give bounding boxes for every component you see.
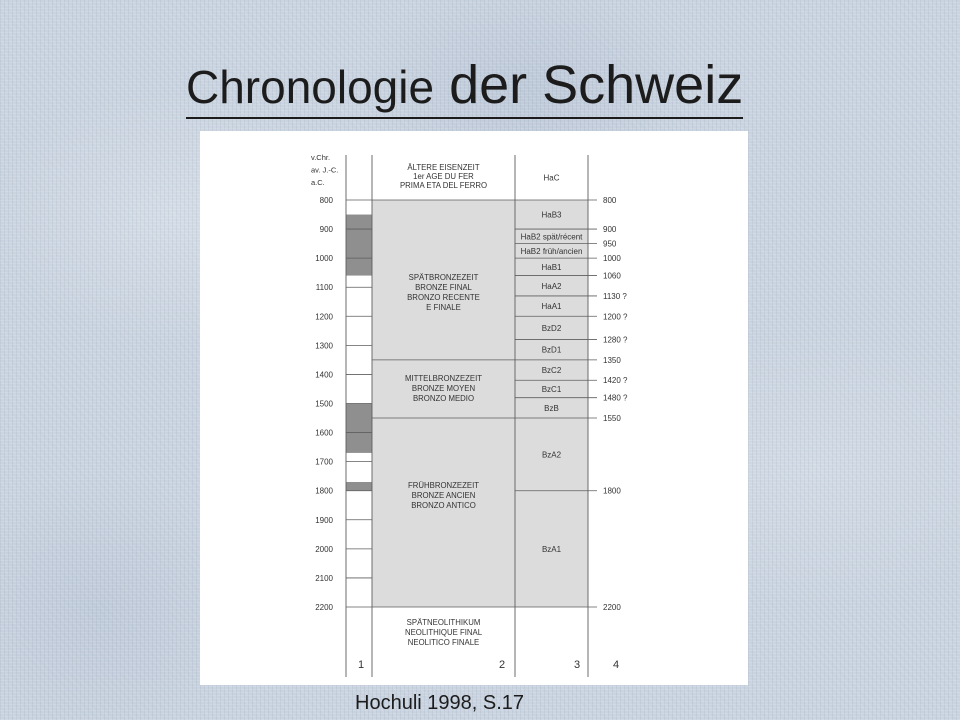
date-label: 1350 — [603, 355, 621, 365]
period-label-line: BRONZO RECENTE — [407, 293, 480, 302]
date-label: 1550 — [603, 414, 621, 424]
date-label: 1200 ? — [603, 312, 628, 322]
period-label-line: BRONZE FINAL — [415, 283, 472, 292]
date-label: 1130 ? — [603, 291, 627, 301]
period-label-line: E FINALE — [426, 303, 461, 312]
period-label-line: SPÄTNEOLITHIKUM — [406, 618, 481, 627]
scale-tick-label: 800 — [319, 196, 333, 205]
scale-tick-label: 1500 — [315, 399, 333, 409]
phase-label: BzD2 — [541, 323, 562, 333]
date-label: 1800 — [603, 486, 621, 496]
period-label-line: 1er AGE DU FER — [413, 172, 474, 181]
phase-label: BzD1 — [541, 345, 562, 355]
column1-block — [346, 404, 372, 453]
scale-tick-label: 1800 — [315, 486, 333, 496]
scale-tick-label: 1300 — [315, 341, 333, 351]
date-label: 1420 ? — [603, 376, 628, 386]
scale-tick-label: 1000 — [315, 254, 333, 264]
phase-label: HaA2 — [541, 281, 562, 291]
period-label-line: BRONZE MOYEN — [411, 384, 476, 393]
phase-label: HaC — [543, 173, 560, 183]
scale-header-line: av. J.-C. — [311, 165, 339, 175]
date-label: 950 — [603, 239, 617, 249]
period-label-line: PRIMA ETA DEL FERRO — [399, 181, 488, 190]
scale-tick-label: 1600 — [315, 428, 333, 438]
column-number: 2 — [498, 659, 506, 671]
period-label-line: SPÄTBRONZEZEIT — [408, 273, 479, 282]
scale-tick-label: 1400 — [315, 370, 333, 380]
column1-blocks-layer — [346, 215, 372, 491]
phase-label: BzA2 — [541, 450, 562, 460]
chronology-diagram — [200, 131, 748, 685]
scale-header-line: a.C. — [311, 178, 325, 187]
column1-block — [346, 215, 372, 276]
date-label: 1000 — [603, 254, 621, 264]
date-label: 1060 — [603, 271, 621, 281]
source-caption: Hochuli 1998, S.17 — [355, 692, 525, 714]
scale-tick-label: 1200 — [315, 312, 333, 322]
date-label: 1480 ? — [603, 393, 628, 403]
date-label: 2200 — [603, 603, 621, 612]
scale-tick-label: 1900 — [315, 515, 333, 525]
column-number: 3 — [573, 659, 581, 671]
title-part-2: der Schweiz — [449, 55, 744, 115]
scale-tick-label: 900 — [319, 225, 333, 235]
phase-label: HaB2 spät/récent — [520, 232, 583, 242]
phase-label: HaA1 — [541, 302, 562, 312]
scale-tick-label: 2000 — [315, 544, 333, 554]
phase-label: HaB3 — [541, 210, 562, 220]
scale-tick-label: 2100 — [315, 573, 333, 583]
phase-label: BzB — [544, 403, 559, 413]
period-label-line: NEOLITICO FINALE — [407, 638, 480, 647]
scale-tick-label: 1700 — [315, 457, 333, 467]
scale-tick-label: 1100 — [315, 283, 333, 293]
date-label: 800 — [603, 196, 617, 205]
period-label-line: BRONZO MEDIO — [412, 394, 475, 403]
phase-label: HaB1 — [541, 262, 562, 272]
period-label-line: NEOLITHIQUE FINAL — [404, 628, 483, 637]
phase-label: BzA1 — [541, 544, 562, 554]
period-label-line: ÄLTERE EISENZEIT — [407, 163, 480, 172]
title-part-1: Chronologie — [186, 61, 435, 113]
phase-label: BzC1 — [541, 384, 562, 394]
period-label-line: MITTELBRONZEZEIT — [404, 374, 483, 383]
period-label-line: BRONZE ANCIEN — [411, 491, 476, 500]
column-number: 4 — [612, 659, 620, 671]
phase-label: BzC2 — [541, 366, 562, 376]
scale-tick-label: 2200 — [315, 603, 333, 612]
date-label: 1280 ? — [603, 335, 628, 345]
column1-block — [346, 482, 372, 491]
scale-header-line: v.Chr. — [311, 153, 331, 162]
date-label: 900 — [603, 225, 617, 235]
chronology-figure — [200, 131, 748, 685]
column-number: 1 — [357, 659, 365, 671]
period-label-line: BRONZO ANTICO — [411, 501, 476, 510]
phase-label: HaB2 früh/ancien — [520, 246, 583, 256]
slide-title — [186, 55, 744, 119]
period-label-line: FRÜHBRONZEZEIT — [407, 481, 480, 490]
